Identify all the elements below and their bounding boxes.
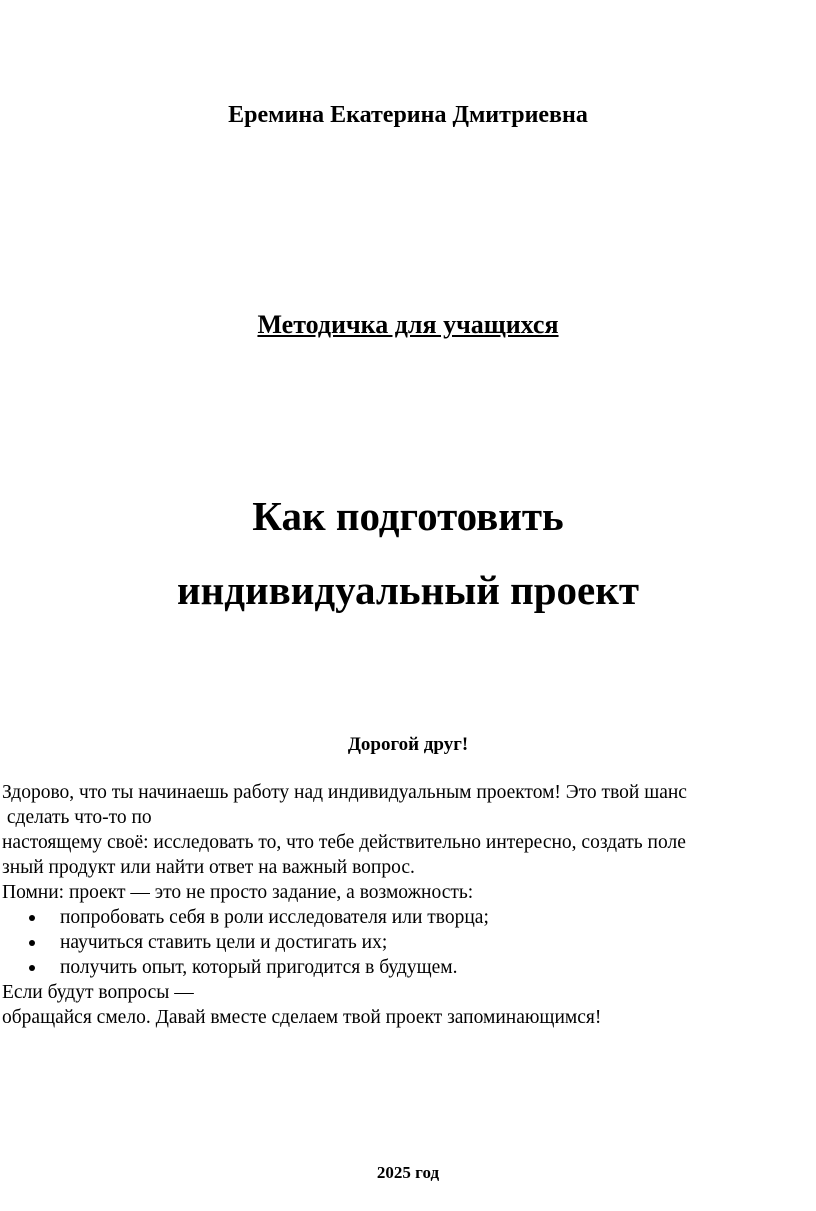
closing-line: обращайся смело. Давай вместе сделаем твой проект запоминающимся!: [2, 1007, 602, 1028]
greeting-heading: Дорогой друг!: [347, 734, 469, 755]
paragraph-line: Помни: проект — это не просто задание, а возможность:: [2, 882, 474, 903]
paragraph-line: Здорово, что ты начинаешь работу над индивидуальным проектом! Это твой шанс: [2, 782, 687, 803]
bullet-icon: [29, 915, 35, 921]
paragraph-line: сделать что-то по: [2, 807, 152, 828]
document-subtitle: Методичка для учащихся: [257, 310, 559, 339]
bullet-icon: [29, 940, 35, 946]
author-name: Еремина Екатерина Дмитриевна: [228, 102, 588, 128]
bullet-icon: [29, 965, 35, 971]
closing-line: Если будут вопросы —: [2, 982, 194, 1003]
bullet-text: получить опыт, который пригодится в будущем.: [60, 957, 458, 978]
document-year: 2025 год: [376, 1163, 440, 1182]
paragraph-line: настоящему своё: исследовать то, что тебе действительно интересно, создать поле: [2, 832, 686, 853]
paragraph-line: зный продукт или найти ответ на важный вопрос.: [2, 857, 415, 878]
bullet-item: [2, 955, 814, 980]
document-title-line-2: индивидуальный проект: [176, 567, 639, 613]
bullet-item: [2, 905, 814, 930]
bullet-text: научиться ставить цели и достигать их;: [60, 932, 388, 953]
bullet-text: попробовать себя в роли исследователя или творца;: [60, 907, 489, 928]
bullet-item: [2, 930, 814, 955]
bullet-list: [2, 905, 814, 980]
body-text: [2, 780, 814, 1030]
document-title-line-1: Как подготовить: [252, 493, 564, 539]
